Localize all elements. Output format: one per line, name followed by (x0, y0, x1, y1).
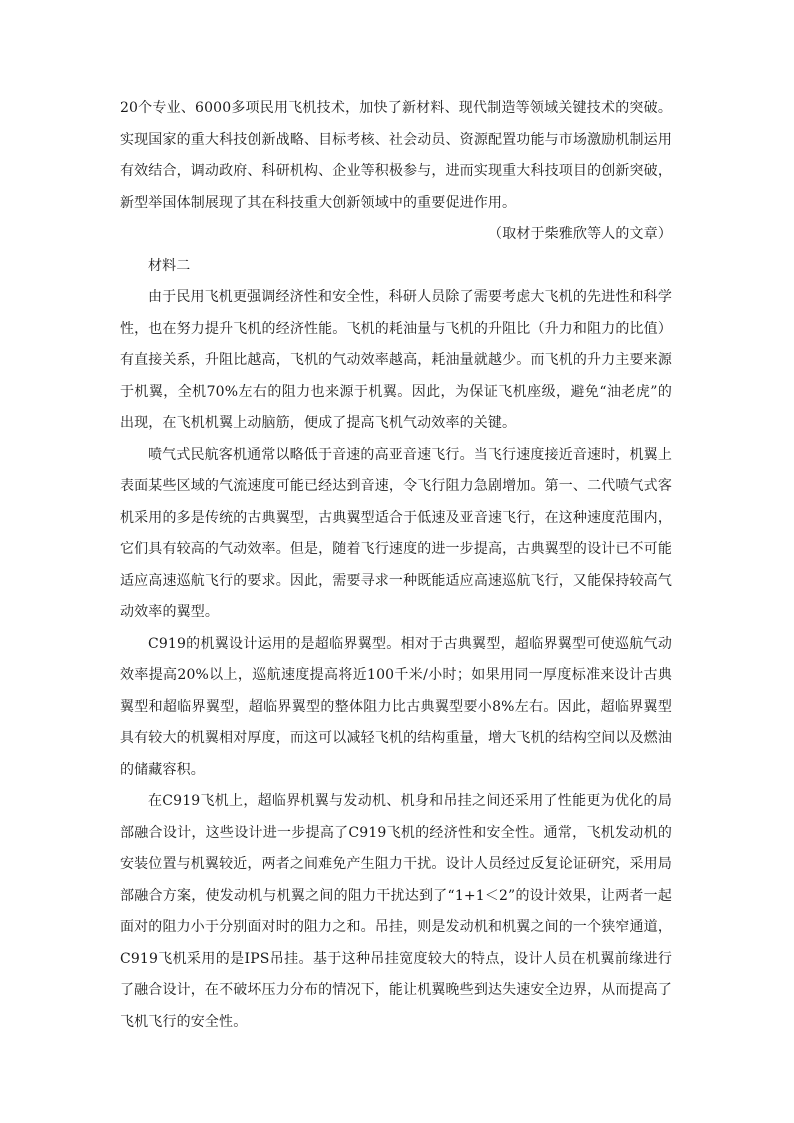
paragraph-body-4: 在C919飞机上，超临界机翼与发动机、机身和吊挂之间还采用了性能更为优化的局部融合设计，这些设计进一步提高了C919飞机的经济性和安全性。通常，飞机发动机的安装位置与机翼较近，两者之间难免产生阻力干扰。设计人员经过反复论证研究，采用局部融合方案，使发动机与机翼之间的阻力干扰达到了“1+1＜2”的设计效果，让两者一起面对的阻力小于分别面对时的阻力之和。吊挂，则是发动机和机翼之间的一个狭窄通道，C919飞机采用的是IPS吊挂。基于这种吊挂宽度较大的特点，设计人员在机翼前缘进行了融合设计，在不破坏压力分布的情况下，能让机翼晚些到达失速安全边界，从而提高了飞机飞行的安全性。 (120, 793, 672, 1030)
paragraph-intro: 20个专业、6000多项民用飞机技术，加快了新材料、现代制造等领域关键技术的突破。实现国家的重大科技创新战略、目标考核、社会动员、资源配置功能与市场激励机制运用有效结合，调动政府、科研机构、企业等积极参与，进而实现重大科技项目的创新突破，新型举国体制展现了其在科技重大创新领域中的重要促进作用。 (120, 100, 672, 211)
paragraph-body-3: C919的机翼设计运用的是超临界翼型。相对于古典翼型，超临界翼型可使巡航气动效率提高20%以上，巡航速度提高将近100千米/小时；如果用同一厚度标准来设计古典翼型和超临界翼型，超临界翼型的整体阻力比古典翼型要小8%左右。因此，超临界翼型具有较大的机翼相对厚度，而这可以减轻飞机的结构重量，增大飞机的结构空间以及燃油的储藏容积。 (120, 635, 672, 778)
source-citation: （取材于柴雅欣等人的文章） (488, 226, 672, 242)
paragraph-body-2: 喷气式民航客机通常以略低于音速的高亚音速飞行。当飞行速度接近音速时，机翼上表面某些区域的气流速度可能已经达到音速，令飞行阻力急剧增加。第一、二代喷气式客机采用的多是传统的古典翼型，古典翼型适合于低速及亚音速飞行，在这种速度范围内，它们具有较高的气动效率。但是，随着飞行速度的进一步提高，古典翼型的设计已不可能适应高速巡航飞行的要求。因此，需要寻求一种既能适应高速巡航飞行，又能保持较高气动效率的翼型。 (120, 446, 672, 620)
section-title: 材料二 (148, 257, 191, 274)
document-page (120, 93, 672, 1038)
paragraph-body-1: 由于民用飞机更强调经济性和安全性，科研人员除了需要考虑大飞机的先进性和科学性，也在努力提升飞机的经济性能。飞机的耗油量与飞机的升阻比（升力和阻力的比值）有直接关系，升阻比越高，飞机的气动效率越高，耗油量就越少。而飞机的升力主要来源于机翼，全机70%左右的阻力也来源于机翼。因此，为保证飞机座级，避免“油老虎”的出现，在飞机机翼上动脑筋，便成了提高飞机气动效率的关键。 (120, 289, 672, 431)
